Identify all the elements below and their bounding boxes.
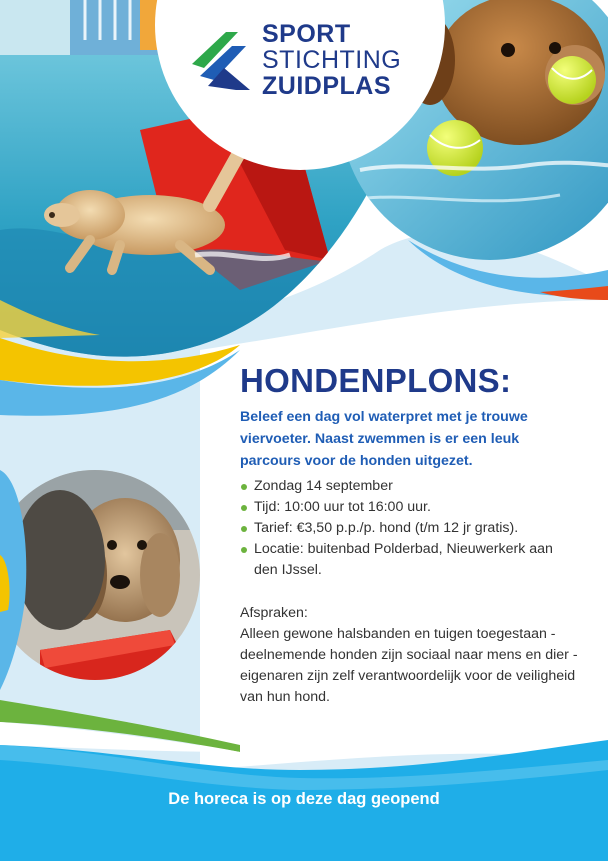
bullet-dot-icon	[241, 484, 247, 490]
bullet-dot-icon	[241, 547, 247, 553]
agreements-section	[240, 603, 580, 708]
detail-time-text: Tijd: 10:00 uur tot 16:00 uur.	[254, 499, 431, 515]
logo-line-2: STICHTING	[262, 46, 402, 74]
headline: HONDENPLONS:	[240, 362, 512, 399]
detail-price	[240, 518, 580, 539]
event-details-list	[240, 476, 580, 581]
detail-time	[240, 497, 580, 518]
bullet-dot-icon	[241, 505, 247, 511]
logo-line-3: ZUIDPLAS	[262, 72, 391, 100]
intro-text: Beleef een dag vol waterpret met je trouwe viervoeter. Naast zwemmen is er een leuk parcours voor de honden uitgezet.	[240, 409, 528, 469]
detail-location-text: Locatie: buitenbad Polderbad, Nieuwerkerk aan den IJssel.	[254, 541, 553, 578]
sport-stichting-zuidplas-logo[interactable]	[190, 20, 410, 110]
logo-emblem-icon	[190, 24, 254, 94]
event-info	[240, 362, 580, 708]
detail-location	[240, 539, 580, 581]
logo-wordmark	[262, 22, 401, 99]
bullet-dot-icon	[241, 526, 247, 532]
agreements-text: Alleen gewone halsbanden en tuigen toegestaan - deelnemende honden zijn sociaal naar mens en dier - eigenaren zijn zelf verantwoordelijk voor de veiligheid van hun hond.	[240, 626, 578, 705]
logo-line-1: SPORT	[262, 20, 351, 48]
detail-date-text: Zondag 14 september	[254, 478, 393, 494]
footer-banner-text: De horeca is op deze dag geopend	[168, 790, 440, 808]
detail-price-text: Tarief: €3,50 p.p./p. hond (t/m 12 jr gratis).	[254, 520, 519, 536]
agreements-title: Afspraken:	[240, 605, 308, 621]
detail-date	[240, 476, 580, 497]
